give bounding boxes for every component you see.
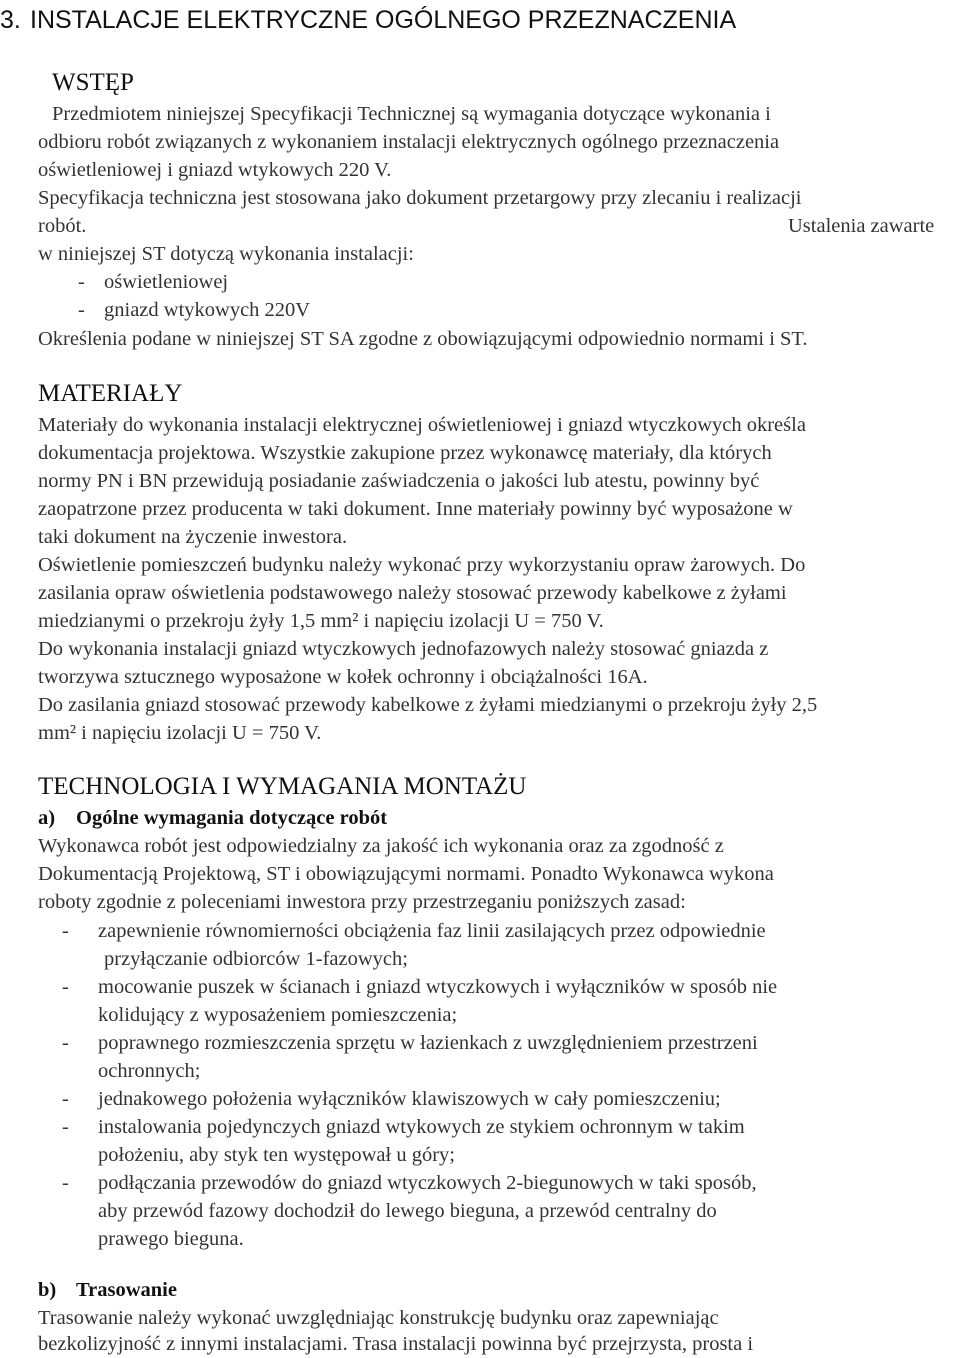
- wstep-list-item-text: oświetleniowej: [104, 271, 229, 293]
- technologia-list-item-6: [62, 1169, 757, 1197]
- materialy-line-6: Oświetlenie pomieszczeń budynku należy wykonać przy wykorzystaniu opraw żarowych. Do: [38, 554, 806, 576]
- technologia-line-3: roboty zgodnie z poleceniami inwestora przy przestrzeganiu poniższych zasad:: [38, 891, 686, 913]
- dash-marker: -: [62, 976, 69, 998]
- dash-marker: -: [62, 1088, 69, 1110]
- dash-marker: -: [62, 920, 69, 942]
- materialy-line-10: tworzywa sztucznego wyposażone w kołek ochronny i obciążalności 16A.: [38, 666, 648, 688]
- section-number: 3.: [0, 6, 21, 34]
- list-item-text: podłączania przewodów do gniazd wtyczkowych 2-biegunowych w taki sposób,: [98, 1172, 757, 1194]
- materialy-line-1: Materiały do wykonania instalacji elektrycznej oświetleniowej i gniazd wtyczkowych określa: [38, 414, 806, 436]
- wstep-closing: Określenia podane w niniejszej ST SA zgodne z obowiązującymi odpowiednio normami i ST.: [38, 328, 808, 350]
- technologia-list-item-2: [62, 973, 777, 1001]
- technologia-list-item-1: [62, 917, 766, 945]
- technologia-list-item-2-cont: kolidujący z wyposażeniem pomieszczenia;: [98, 1004, 458, 1026]
- heading-technologia: TECHNOLOGIA I WYMAGANIA MONTAŻU: [38, 773, 527, 800]
- wstep-line-7: w niniejszej ST dotyczą wykonania instalacji:: [38, 243, 414, 265]
- wstep-line-2: odbioru robót związanych z wykonaniem instalacji elektrycznych ogólnego przeznaczenia: [38, 131, 780, 153]
- technologia-list-item-3: [62, 1029, 758, 1057]
- materialy-line-11: Do zasilania gniazd stosować przewody kabelkowe z żyłami miedzianymi o przekroju żyły 2,5: [38, 694, 818, 716]
- wstep-list-item-2: [78, 296, 310, 324]
- list-item-text: poprawnego rozmieszczenia sprzętu w łazienkach z uwzględnieniem przestrzeni: [98, 1032, 758, 1054]
- trasowanie-line-1: Trasowanie należy wykonać uwzględniając konstrukcję budynku oraz zapewniając: [38, 1307, 719, 1329]
- dash-marker: -: [78, 271, 85, 293]
- trasowanie-line-2: bezkolizyjność z innymi instalacjami. Trasa instalacji powinna być przejrzysta, prosta i: [38, 1333, 754, 1355]
- dash-marker: -: [62, 1172, 69, 1194]
- materialy-line-12: mm² i napięciu izolacji U = 750 V.: [38, 722, 322, 744]
- subheading-b-label: b): [38, 1279, 57, 1301]
- dash-marker: -: [78, 299, 85, 321]
- materialy-line-5: taki dokument na życzenie inwestora.: [38, 526, 348, 548]
- technologia-line-2: Dokumentacją Projektową, ST i obowiązującymi normami. Ponadto Wykonawca wykona: [38, 863, 774, 885]
- heading-materialy: MATERIAŁY: [38, 380, 183, 407]
- materialy-line-7: zasilania opraw oświetlenia podstawowego należy stosować przewody kabelkowe z żyłami: [38, 582, 787, 604]
- subheading-b: [38, 1276, 177, 1304]
- heading-wstep: WSTĘP: [52, 69, 134, 96]
- materialy-line-8: miedzianymi o przekroju żyły 1,5 mm² i napięciu izolacji U = 750 V.: [38, 610, 604, 632]
- subheading-a-title: Ogólne wymagania dotyczące robót: [76, 807, 388, 829]
- wstep-line-1: Przedmiotem niniejszej Specyfikacji Technicznej są wymagania dotyczące wykonania i: [52, 103, 771, 125]
- technologia-list-item-6-cont-2: prawego bieguna.: [98, 1228, 244, 1250]
- wstep-line-4: Specyfikacja techniczna jest stosowana jako dokument przetargowy przy zlecaniu i realizacji: [38, 187, 802, 209]
- wstep-line-6: Ustalenia zawarte: [788, 215, 935, 237]
- list-item-text: jednakowego położenia wyłączników klawiszowych w cały pomieszczeniu;: [98, 1088, 721, 1110]
- wstep-line-3: oświetleniowej i gniazd wtykowych 220 V.: [38, 159, 392, 181]
- list-item-text: mocowanie puszek w ścianach i gniazd wtyczkowych i wyłączników w sposób nie: [98, 976, 778, 998]
- list-item-text: instalowania pojedynczych gniazd wtykowych ze stykiem ochronnym w takim: [98, 1116, 745, 1138]
- technologia-list-item-5-cont: położeniu, aby styk ten występował u góry;: [98, 1144, 455, 1166]
- technologia-list-item-4: [62, 1085, 721, 1113]
- dash-marker: -: [62, 1032, 69, 1054]
- materialy-line-4: zaopatrzone przez producenta w taki dokument. Inne materiały powinny być wyposażone w: [38, 498, 793, 520]
- technologia-list-item-3-cont: ochronnych;: [98, 1060, 201, 1082]
- subheading-b-title: Trasowanie: [76, 1279, 177, 1301]
- technologia-list-item-5: [62, 1113, 745, 1141]
- list-item-text: zapewnienie równomierności obciążenia faz linii zasilających przez odpowiednie: [98, 920, 766, 942]
- dash-marker: -: [62, 1116, 69, 1138]
- main-title: [0, 3, 736, 37]
- materialy-line-9: Do wykonania instalacji gniazd wtyczkowych jednofazowych należy stosować gniazda z: [38, 638, 769, 660]
- wstep-list-item-1: [78, 268, 228, 296]
- wstep-line-5: robót.: [38, 215, 87, 237]
- section-title: INSTALACJE ELEKTRYCZNE OGÓLNEGO PRZEZNACZENIA: [30, 6, 737, 34]
- technologia-list-item-6-cont-1: aby przewód fazowy dochodził do lewego bieguna, a przewód centralny do: [98, 1200, 717, 1222]
- wstep-list-item-text: gniazd wtykowych 220V: [104, 299, 311, 321]
- subheading-a: [38, 804, 387, 832]
- technologia-line-1: Wykonawca robót jest odpowiedzialny za jakość ich wykonania oraz za zgodność z: [38, 835, 724, 857]
- subheading-a-label: a): [38, 807, 56, 829]
- technologia-list-item-1-cont: przyłączanie odbiorców 1-fazowych;: [104, 948, 408, 970]
- materialy-line-2: dokumentacja projektowa. Wszystkie zakupione przez wykonawcę materiały, dla których: [38, 442, 772, 464]
- materialy-line-3: normy PN i BN przewidują posiadanie zaświadczenia o jakości lub atestu, powinny być: [38, 470, 760, 492]
